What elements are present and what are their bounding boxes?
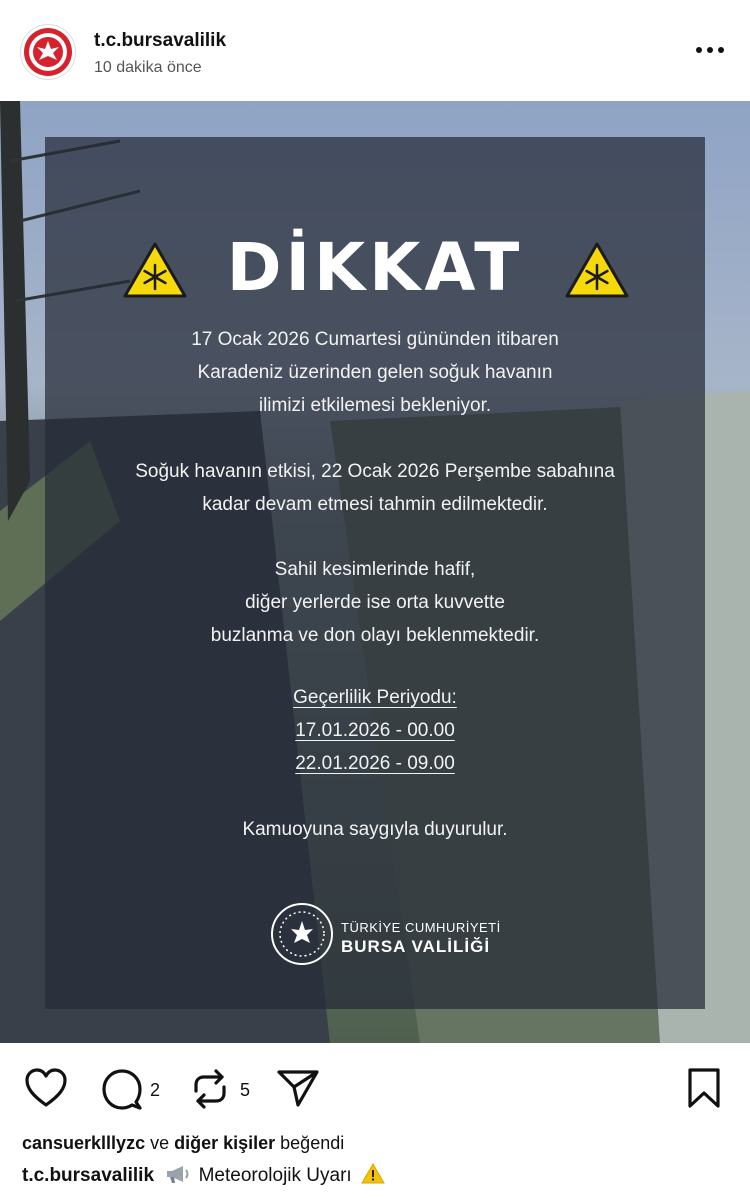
post-header — [0, 0, 750, 100]
bookmark-icon[interactable] — [686, 1067, 722, 1114]
bursa-valiligi-seal-icon — [21, 25, 75, 79]
caption-username[interactable]: t.c.bursavalilik — [22, 1165, 155, 1186]
caption-text: Meteorolojik Uyarı — [198, 1165, 352, 1186]
announcement-panel — [45, 137, 705, 1009]
likes-connector: ve — [145, 1133, 175, 1153]
valilik-emblem-icon — [271, 903, 333, 965]
logo-line-1: TÜRKİYE CUMHURİYETİ — [341, 920, 501, 935]
like-heart-icon[interactable] — [24, 1067, 68, 1114]
share-send-icon[interactable] — [276, 1067, 320, 1114]
likes-summary — [22, 1133, 344, 1154]
post-username[interactable]: t.c.bursavalilik — [94, 30, 227, 51]
text-line: Karadeniz üzerinden gelen soğuk havanın — [197, 362, 553, 383]
duration-paragraph — [45, 455, 705, 521]
intro-paragraph — [45, 323, 705, 422]
text-line: 17 Ocak 2026 Cumartesi gününden itibaren — [191, 329, 559, 350]
validity-start: 17.01.2026 - 00.00 — [295, 720, 455, 741]
other-likers-link[interactable]: diğer kişiler — [174, 1133, 276, 1153]
validity-end: 22.01.2026 - 09.00 — [295, 753, 455, 774]
validity-heading: Geçerlilik Periyodu: — [293, 687, 457, 708]
logo-line-2: BURSA VALİLİĞİ — [341, 937, 491, 956]
text-line: diğer yerlerde ise orta kuvvette — [245, 592, 505, 613]
more-options-icon[interactable] — [694, 38, 726, 58]
liker-username[interactable]: cansuerklllyzc — [22, 1133, 146, 1153]
warning-title: DİKKAT — [226, 229, 524, 306]
comment-icon[interactable] — [100, 1067, 144, 1116]
text-line: ilimizi etkilemesi bekleniyor. — [258, 395, 492, 416]
repost-count: 5 — [240, 1080, 251, 1100]
post-caption — [22, 1163, 385, 1187]
text-line: kadar devam etmesi tahmin edilmektedir. — [202, 494, 548, 515]
icing-paragraph — [45, 553, 705, 652]
action-bar — [0, 1043, 750, 1143]
post-image[interactable] — [0, 101, 750, 1043]
comment-count: 2 — [150, 1080, 161, 1100]
text-line: buzlanma ve don olayı beklenmektedir. — [210, 625, 540, 646]
text-line: Soğuk havanın etkisi, 22 Ocak 2026 Perşembe sabahına — [135, 461, 615, 482]
megaphone-icon — [165, 1164, 191, 1184]
repost-icon[interactable] — [188, 1067, 232, 1116]
validity-period — [45, 681, 705, 780]
profile-avatar[interactable] — [20, 24, 76, 80]
post-timestamp: 10 dakika önce — [94, 59, 202, 76]
text-line: Sahil kesimlerinde hafif, — [274, 559, 476, 580]
warning-sign-icon — [361, 1163, 385, 1184]
likes-suffix: beğendi — [275, 1133, 345, 1153]
closing-text: Kamuoyuna saygıyla duyurulur. — [242, 819, 508, 840]
